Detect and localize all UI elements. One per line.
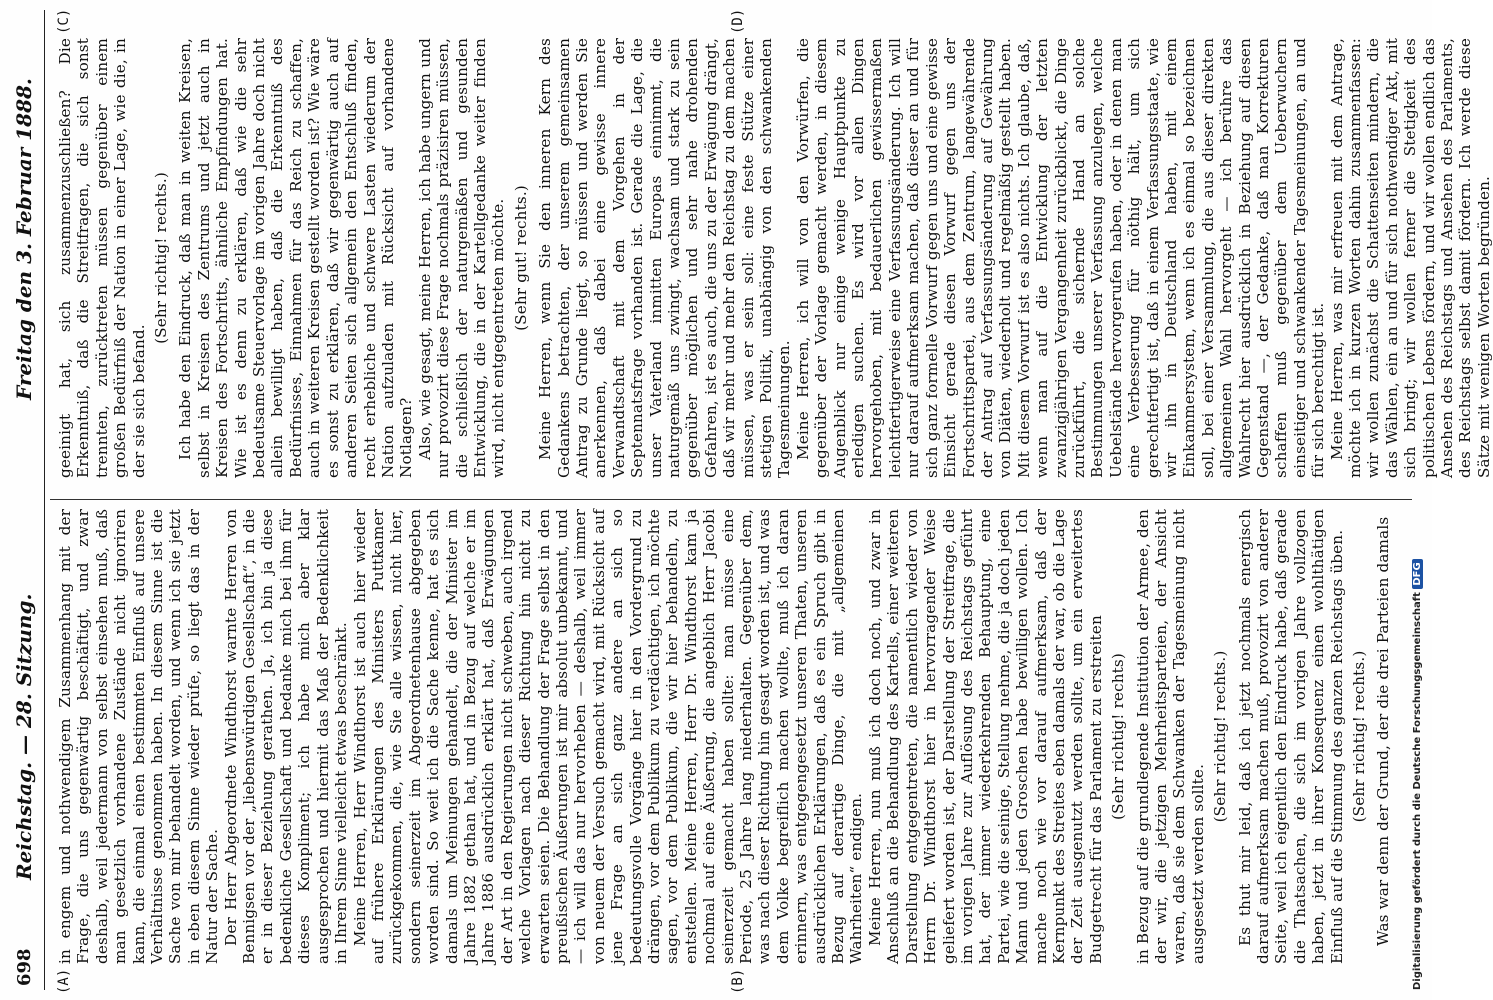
- column-divider: [50, 499, 1412, 500]
- paragraph: Es thut mir leid, daß ich jetzt nochmals energisch darauf aufmerksam machen muß, provozirt von anderer Seite, weil ich eigentlich den Eindruck habe, daß gerade die Thatsachen, die sich im vorigen Jahre vollzogen haben, jetzt in ihrer Konsequenz einen wohlthätigen Einfluß auf die Stimmung des ganzen Reichstags üben.: [1235, 509, 1346, 964]
- paragraph: Also, wie gesagt, meine Herren, ich habe ungern und nur provozirt diese Frage nochmals präzisiren müssen, die schließlich der naturgemäßen und gesunden Entwicklung, die in der Kartellgedanke weiter finden wird, nicht entgegentreten möchte.: [415, 38, 508, 478]
- paragraph: Meine Herren, Herr Windthorst ist auch hier wieder auf frühere Erklärungen des Ministers Puttkamer zurückgekommen, die, wie Sie alle wissen, nicht hier, sondern seinerzeit im Abgeordnetenhause abgegeben worden sind. So weit ich die Sache kenne, hat es sich damals um Meinungen gehandelt, die der Minister im Jahre 1882 gethan hat, und in Bezug auf welche er im Jahre 1886 ausdrücklich erklärt hat, daß Erwägungen der Art in den Regierungen nicht schweben, auch irgend welche Vorlagen nach dieser Richtung hin nicht zu erwarten seien. Die Behandlung der Frage selbst in den preußischen Äußerungen ist mir absolut unbekannt, und — ich will das nur hervorheben — deshalb, weil immer von neuem der Versuch gemacht wird, mit Rücksicht auf jene Frage an sich ganz andere an sich so bedeutungsvolle Vorgänge hier in den Vordergrund zu drängen, vor dem Publikum zu verdächtigen, ich möchte sagen, vor dem Publikum, die wir hier behandeln, zu entstellen. Meine Herren, Herr Dr. Windthorst kam ja nochmal auf eine Äußerung, die angeblich Herr Jacobi seinerzeit gemacht haben sollte: man müsse eine Periode, 25 Jahre lang niederhalten. Gegenüber dem, was nach dieser Richtung hin gesagt worden ist, und was dem Volke begreiflich machen wollte, muß ich daran erinnern, was entgegengesetzt unseren Thaten, unseren ausdrücklichen Erklärungen, daß es ein Spruch gibt in Bezug auf derartige Dinge, die mit „allgemeinen Wahrheiten“ endigen.: [350, 509, 866, 964]
- paragraph: Was war denn der Grund, der die drei Parteien damals: [1374, 516, 1393, 946]
- margin-marker-b: (B): [730, 968, 746, 994]
- dfg-logo: DFG: [1412, 559, 1423, 588]
- interjection: (Sehr richtig! rechts): [1109, 653, 1128, 820]
- interjection: (Sehr richtig! rechts.): [152, 172, 171, 344]
- left-column: [56, 509, 1393, 964]
- paragraph: Ich habe den Eindruck, daß man in weiten Kreisen, selbst in Kreisen des Zentrums und jetzt auch in Kreisen des Fortschritts, ähnliche Empfindungen hat. Wie ist es denn zu erklären, daß wie die sehr bedeutsame Steuervorlage im vorigen Jahre doch nicht allein bewilligt haben, daß die Erkenntniß des Bedürfnisses, Einnahmen für das Reich zu schaffen, auch in weiteren Kreisen gestellt worden ist? Wie wäre es sonst zu erklären, daß wir gegenwärtig auch auf anderen Seiten sich allgemein den Entschluß finden, recht erhebliche und schwere Lasten wiederum der Nation aufzuladen mit Rücksicht auf vorhandene Notlagen?: [176, 38, 416, 478]
- interjection: (Sehr gut! rechts.): [511, 185, 530, 331]
- page-header: [10, 0, 40, 1000]
- paragraph: in Bezug auf die grundlegende Institution der Armee, den der wir, die jetzigen Mehrheitsparteien, der Ansicht waren, daß sie dem Schwanken der Tagesmeinung nicht ausgesetzt werden sollte.: [1133, 509, 1207, 964]
- paragraph: Meine Herren, wenn Sie den inneren Kern des Gedankens betrachten, der unserem gemeinsamen Antrag zu Grunde liegt, so müssen und werden Sie anerkennen, daß dabei eine gewisse innere Verwandtschaft mit dem Vorgehen in der Septennatsfrage vorhanden ist. Gerade die Lage, die unser Vaterland inmitten Europas einnimmt, die naturgemäß uns zwingt, wachsam und stark zu sein gegenüber möglichen und sehr nahe drohenden Gefahren, ist es auch, die uns zu der Erwägung drängt, daß wir mehr und mehr den Reichstag zu dem machen müssen, was er sein soll: eine feste Stütze einer stetigen Politik, unabhängig von den schwankenden Tagesmeinungen.: [536, 38, 794, 478]
- credit-text: Digitalisierung gefördert durch die Deutsche Forschungsgemeinschaft: [1412, 592, 1423, 990]
- margin-marker-d: (D): [730, 8, 746, 34]
- paragraph: Der Herr Abgeordnete Windthorst warnte Herren von Bennigsen vor der „liebenswürdigen Gesellschaft“, in die er in dieser Beziehung gerathen. Ja, ich bin ja diese bedenkliche Gesellschaft und bedanke mich bei ihm für dieses Kompliment; ich habe mich aber klar ausgesprochen und hiermit das Maß der Bedenklichkeit in Ihrem Sinne vielleicht etwas beschränkt.: [221, 509, 351, 964]
- paragraph: Meine Herren, nun muß ich doch noch, und zwar in Anschluß an die Behandlung des Kartells, einer weiteren Darstellung entgegentreten, die namentlich wieder von Herrn Dr. Windthorst hier in hervorragender Weise geliefert worden ist, der Darstellung der Streitfrage, die im vorigen Jahre zur Auflösung des Reichstags geführt hat, der immer wiederkehrenden Behauptung, eine Partei, wie die seinige, Stellung nehme, die ja doch jeden Mann und jeden Groschen habe bewilligen wollen. Ich mache noch wie vor darauf aufmerksam, daß der Kernpunkt des Streites eben damals der war, ob die Lage der Zeit ausgenutzt werden sollte, um ein erweitertes Budgetrecht für das Parlament zu erstreiten: [865, 509, 1105, 964]
- header-right-title: Freitag den 3. Februar 1888.: [12, 78, 36, 400]
- paragraph: geeinigt hat, sich zusammenzuschließen? Die Erkenntniß, daß die Streitfragen, die sich sonst trennten, zurücktreten müssen gegenüber einem großen Bedürfniß der Nation in einer Lage, wie die, in der sie sich befand.: [56, 38, 148, 478]
- digitization-credit: [1412, 559, 1423, 990]
- margin-marker-c: (C): [56, 8, 72, 34]
- paragraph: Meine Herren, was mir erfreuen mit dem Antrage, möchte ich in kurzen Worten dahin zusammenfassen: wir wollen zunächst die Schattenseiten mindern, die das Wählen, ein an und für sich nothwendiger Akt, mit sich bringt; wir wollen ferner die Stetigkeit des politischen Lebens fördern, und wir wollen endlich das Ansehen des Reichstags und Ansehen des Parlaments, des Reichstags selbst damit fördern. Ich werde diese Sätze mit wenigen Worten begründen.: [1327, 38, 1493, 478]
- header-left-title: Reichstag. — 28. Sitzung.: [12, 593, 36, 880]
- page-number: 698: [14, 948, 35, 986]
- margin-marker-a: (A): [56, 968, 72, 994]
- paragraph: in engem und nothwendigem Zusammenhang mit der Frage, die uns gegenwärtig beschäftigt, und zwar deshalb, weil jedermann von selbst einsehen muß, daß man gesetzlich vorhandene Zustände nicht ignoriren kann, die einmal einen bestimmten Einfluß auf unsere Verhältnisse genommen haben. In diesem Sinne ist die Sache von mir behandelt worden, und wenn ich sie jetzt in eben diesem Sinne wieder prüfe, so liegt das in der Natur der Sache.: [56, 509, 222, 964]
- paragraph: Meine Herren, ich will von den Vorwürfen, die gegenüber der Vorlage gemacht werden, in diesem Augenblick nur einige wenige Hauptpunkte zu erledigen suchen. Es wird vor allen Dingen hervorgehoben, mit bedauerlichen gewissermaßen leichtfertigerweise eine Verfassungsänderung. Ich will nur darauf aufmerksam machen, daß dieser an und für sich ganz formelle Vorwurf gegen uns und eine gewisse Einsicht gerade diesen Vorwurf gegen uns der Fortschrittspartei, aus dem Zentrum, langewährende der Antrag auf Verfassungsänderung auf Gewährung von Diäten, wiederholt und regelmäßig gestellt haben. Mit diesem Vorwurf ist es also nichts. Ich glaube, daß, wenn man auf die Entwicklung der letzten zwanzigjährigen Vergangenheit zurückblickt, die Dinge zurückführt, die sichernde Hand an solche Bestimmungen unserer Verfassung anzulegen, welche Uebelstände hervorgerufen haben, oder in denen man eine Verbesserung für nöthig hält, um sich gerechtfertigt ist, daß in einem Verfassungsstaate, wie wir ihn in Deutschland haben, mit einem Einkammersystem, wenn ich es einmal so bezeichnen soll, bei einer Versammlung, die aus dieser direkten allgemeinen Wahl hervorgeht — ich berühre das Wahlrecht hier ausdrücklich in Beziehung auf diesen Gegenstand —, der Gedanke, daß man Korrekturen schaffen muß gegenüber dem Ueberwuchern einseitiger und schwankender Tagesmeinungen, an und für sich berechtigt ist.: [793, 38, 1328, 478]
- interjection: (Sehr richtig! rechts.): [1211, 650, 1230, 823]
- header-rule: [44, 10, 45, 990]
- interjection: (Sehr richtig! rechts.): [1350, 650, 1369, 823]
- right-column: [56, 38, 1493, 478]
